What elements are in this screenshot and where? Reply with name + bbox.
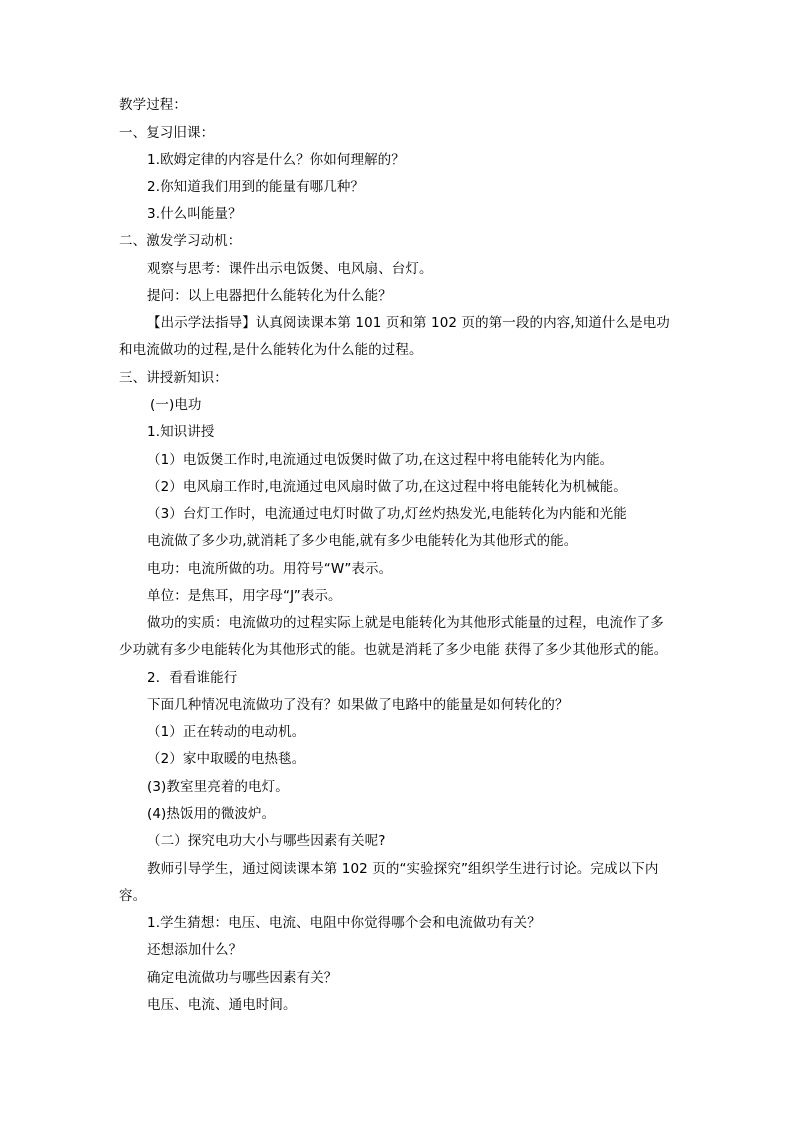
review-question-1: 1.欧姆定律的内容是什么？你如何理解的？ [147,152,405,168]
list-item-microwave: (4)热饭用的微波炉。 [147,806,276,822]
list-item-desk-lamp: （3）台灯工作时，电流通过电灯时做了功,灯丝灼热发光,电能转化为内能和光能 [147,506,627,522]
paragraph-determine-factors: 确定电流做功与哪些因素有关？ [147,970,338,986]
subheading-electric-work: (一)电功 [150,397,202,413]
subheading-explore-factors: （二）探究电功大小与哪些因素有关呢? [147,833,386,849]
section-heading-new-knowledge: 三、讲授新知识： [119,370,228,386]
section-heading-motivation: 二、激发学习动机： [119,233,242,249]
list-item-classroom-lamp: (3)教室里亮着的电灯。 [147,779,289,795]
paragraph-work-energy: 电流做了多少功,就消耗了多少电能,就有多少电能转化为其他形式的能。 [147,533,578,549]
section-heading-teaching-process: 教学过程： [119,97,187,113]
paragraph-teacher-guide: 教师引导学生，通过阅读课本第 102 页的“实验探究”组织学生进行讨论。完成以下内 [147,861,659,877]
paragraph-method-guide: 【出示学法指导】认真阅读课本第 101 页和第 102 页的第一段的内容,知道什么是电功 [147,315,670,331]
list-item-rice-cooker: （1）电饭煲工作时,电流通过电饭煲时做了功,在这过程中将电能转化为内能。 [147,452,614,468]
paragraph-add-more: 还想添加什么？ [147,942,243,958]
list-item-motor: （1）正在转动的电动机。 [147,724,306,740]
paragraph-method-guide-cont: 和电流做功的过程,是什么能转化为什么能的过程。 [119,342,423,358]
subheading-who-can: 2．看看谁能行 [147,670,238,686]
list-item-electric-fan: （2）电风扇工作时,电流通过电风扇时做了功,在这过程中将电能转化为机械能。 [147,479,627,495]
subheading-knowledge-teaching: 1.知识讲授 [147,424,215,440]
paragraph-essence-cont: 少功就有多少电能转化为其他形式的能。也就是消耗了多少电能 获得了多少其他形式的能。 [119,642,668,658]
paragraph-unit: 单位：是焦耳，用字母“J”表示。 [147,588,342,604]
paragraph-student-guess: 1.学生猜想：电压、电流、电阻中你觉得哪个会和电流做功有关？ [147,915,541,931]
review-question-3: 3.什么叫能量？ [147,206,242,222]
paragraph-cases-question: 下面几种情况电流做功了没有？如果做了电路中的能量是如何转化的？ [147,697,569,713]
paragraph-essence: 做功的实质：电流做功的过程实际上就是电能转化为其他形式能量的过程，电流作了多 [147,615,664,631]
paragraph-question: 提问：以上电器把什么能转化为什么能？ [147,288,392,304]
review-question-2: 2.你知道我们用到的能量有哪几种？ [147,179,365,195]
list-item-electric-blanket: （2）家中取暖的电热毯。 [147,751,306,767]
section-heading-review: 一、复习旧课： [119,125,215,141]
paragraph-teacher-guide-cont: 容。 [119,888,147,904]
paragraph-definition: 电功：电流所做的功。用符号“W”表示。 [147,561,393,577]
paragraph-factors-answer: 电压、电流、通电时间。 [147,997,297,1013]
paragraph-observe: 观察与思考：课件出示电饭煲、电风扇、台灯。 [147,261,433,277]
